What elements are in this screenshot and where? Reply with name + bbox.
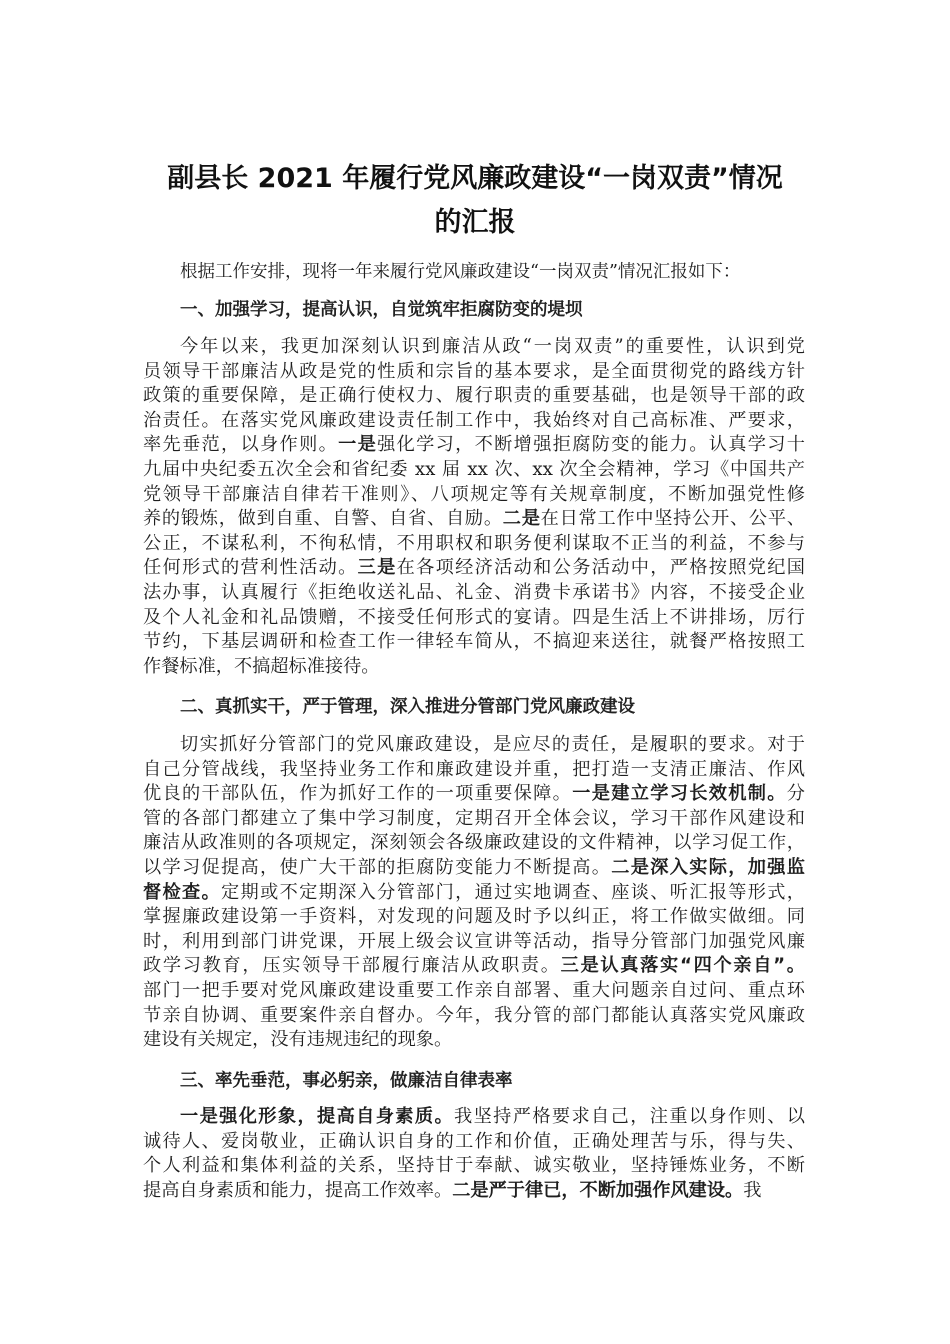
- text-run: 掌握廉政建设第一手资料，对发现的问题及时予以纠正，将工作做实做细。同: [143, 906, 805, 928]
- text-run: 政策的重要保障，是正确行使权力、履行职责的重要基础，也是领导干部的政: [143, 385, 805, 407]
- text-run: 员领导干部廉洁从政是党的性质和宗旨的基本要求，是全面贯彻党的路线方针: [143, 360, 805, 382]
- text-run: 时，利用到部门讲党课，开展上级会议宣讲等活动，指导分管部门加强党风廉: [143, 930, 805, 952]
- text-run: 分: [786, 783, 805, 805]
- text-line: [143, 905, 805, 930]
- text-line: [143, 384, 805, 409]
- text-run: 个人利益和集体利益的关系，坚持甘于奉献、诚实敬业，坚持锤炼业务，不断: [143, 1155, 805, 1177]
- section-heading-2: 二、真抓实干，严于管理，深入推进分管部门党风廉政建设: [180, 697, 635, 717]
- text-line: [143, 807, 805, 832]
- text-run: 廉洁从政准则的各项规定，深刻领会各级廉政建设的文件精神，以学习促工作，: [143, 832, 805, 854]
- text-line: [143, 758, 805, 783]
- text-line: [143, 335, 805, 360]
- text-run: 诚待人、爱岗敬业，正确认识自身的工作和价值，正确处理苦与乐，得与失、: [143, 1130, 805, 1152]
- text-run: 优良的干部队伍，作为抓好工作的一项重要保障。: [143, 783, 573, 805]
- text-run: 任何形式的营利性活动。: [143, 557, 358, 579]
- bold-text-run: 二是: [502, 508, 541, 530]
- section-heading-1: 一、加强学习，提高认识，自觉筑牢拒腐防变的堤坝: [180, 300, 583, 320]
- text-run: 管的各部门都建立了集中学习制度，定期召开全体会议，学习干部作风建设和: [143, 807, 805, 829]
- text-line: [143, 409, 805, 434]
- text-run: 节亲自协调、重要案件亲自督办。今年，我分管的部门都能认真落实党风廉政: [143, 1004, 805, 1026]
- text-line: [143, 483, 805, 508]
- text-line: [143, 1028, 805, 1053]
- text-line: [143, 954, 805, 979]
- text-run: 我: [743, 1179, 762, 1201]
- text-run: 公正，不谋私利，不徇私情，不用职权和职务便利谋取不正当的利益，不参与: [143, 532, 805, 554]
- intro-paragraph: 根据工作安排，现将一年来履行党风廉政建设“一岗双责”情况汇报如下：: [180, 262, 741, 282]
- section-3-paragraph: [143, 1105, 805, 1203]
- text-line: [143, 360, 805, 385]
- text-line: [143, 881, 805, 906]
- text-run: 建设有关规定，没有违规违纪的现象。: [143, 1029, 453, 1051]
- text-line: [143, 856, 805, 881]
- text-run: 治责任。在落实党风廉政建设责任制工作中，我始终对自己高标准、严要求，: [143, 409, 805, 431]
- bold-text-run: 三是: [357, 557, 397, 579]
- section-heading-3: 三、率先垂范，事必躬亲，做廉洁自律表率: [180, 1071, 513, 1091]
- section-2-paragraph: [143, 733, 805, 1053]
- text-run: 我坚持严格要求自己，注重以身作则、以: [454, 1106, 805, 1127]
- text-line: [143, 630, 805, 655]
- text-run: 政学习教育，压实领导干部履行廉洁从政职责。: [143, 955, 561, 977]
- text-line: [143, 532, 805, 557]
- text-line: [143, 556, 805, 581]
- document-title-line-2: 的汇报: [434, 207, 516, 238]
- text-line: [143, 733, 805, 758]
- bold-text-run: 二是深入实际，加强监: [611, 856, 805, 878]
- text-line: [143, 606, 805, 631]
- bold-text-run: 二是严于律已，不断加强作风建设。: [452, 1179, 744, 1201]
- bold-text-run: 督检查。: [143, 881, 222, 903]
- text-line: [143, 979, 805, 1004]
- text-line: [143, 1004, 805, 1029]
- text-run: 部门一把手要对党风廉政建设重要工作亲自部署、重大问题亲自过问、重点环: [143, 979, 805, 1001]
- text-line: [143, 655, 805, 680]
- text-line: [143, 458, 805, 483]
- text-run: 养的锻炼，做到自重、自警、自省、自励。: [143, 508, 503, 530]
- text-run: 自己分管战线，我坚持业务工作和廉政建设并重，把打造一支清正廉洁、作风: [143, 758, 805, 780]
- text-run: 及个人礼金和礼品馈赠，不接受任何形式的宴请。四是生活上不讲排场，厉行: [143, 606, 805, 628]
- text-run: 党领导干部廉洁自律若干准则》、八项规定等有关规章制度，不断加强党性修: [143, 483, 805, 505]
- text-run: 提高自身素质和能力，提高工作效率。: [143, 1179, 453, 1201]
- text-line: [143, 1130, 805, 1155]
- text-run: 以学习促提高，使广大干部的拒腐防变能力不断提高。: [143, 856, 612, 878]
- text-run: 率先垂范，以身作则。: [143, 434, 339, 456]
- bold-text-run: 一是强化形象，提高自身素质。: [180, 1106, 455, 1127]
- text-run: 强化学习，不断增强拒腐防变的能力。认真学习十: [377, 434, 805, 456]
- text-run: 定期或不定期深入分管部门，通过实地调查、座谈、听汇报等形式，: [221, 881, 805, 903]
- bold-text-run: 一是: [338, 434, 378, 456]
- text-run: 今年以来，我更加深刻认识到廉洁从政“一岗双责”的重要性，认识到党: [180, 336, 805, 357]
- text-run: 在日常工作中坚持公开、公平、: [540, 508, 805, 530]
- text-line: [143, 1179, 805, 1204]
- text-line: [143, 581, 805, 606]
- text-line: [143, 831, 805, 856]
- text-run: 在各项经济活动和公务活动中，严格按照党纪国: [396, 557, 805, 579]
- text-line: [143, 1105, 805, 1130]
- bold-text-run: 一是建立学习长效机制。: [572, 783, 787, 805]
- text-run: 切实抓好分管部门的党风廉政建设，是应尽的责任，是履职的要求。对于: [180, 734, 805, 755]
- text-run: 法办事，认真履行《拒绝收送礼品、礼金、消费卡承诺书》内容，不接受企业: [143, 581, 805, 603]
- section-1-paragraph: [143, 335, 805, 679]
- bold-text-run: 三是认真落实“四个亲自”。: [560, 955, 805, 977]
- text-run: 九届中央纪委五次全会和省纪委 xx 届 xx 次、xx 次全会精神，学习《中国共产: [143, 458, 805, 480]
- text-line: [143, 507, 805, 532]
- text-line: [143, 930, 805, 955]
- text-run: 节约，下基层调研和检查工作一律轻车简从，不搞迎来送往，就餐严格按照工: [143, 631, 805, 653]
- document-title-line-1: 副县长 2021 年履行党风廉政建设“一岗双责”情况: [167, 163, 783, 194]
- text-line: [143, 433, 805, 458]
- text-line: [143, 1154, 805, 1179]
- text-run: 作餐标准，不搞超标准接待。: [143, 655, 380, 677]
- text-line: [143, 782, 805, 807]
